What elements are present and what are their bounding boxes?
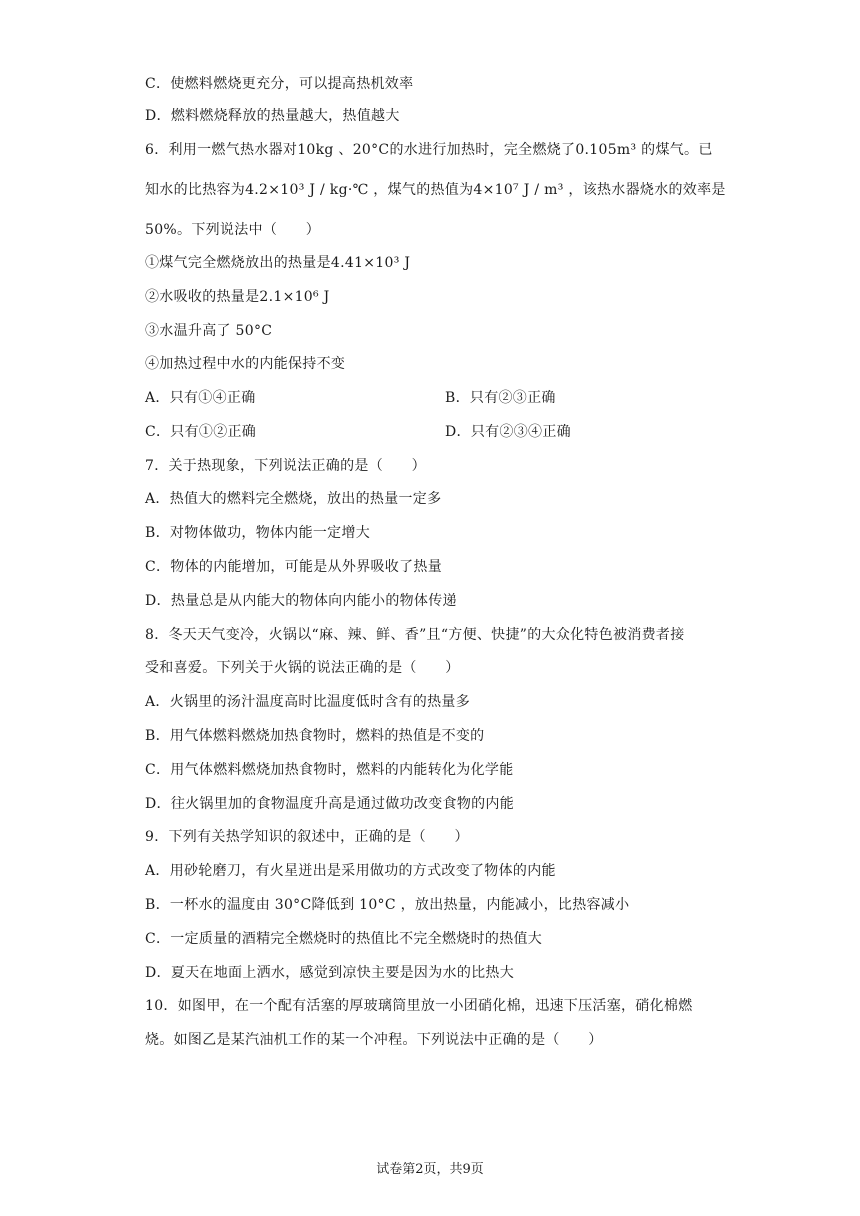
option-6b: B．只有②③正确 [445,390,556,406]
question-6-line1: 6．利用一燃气热水器对10kg 、20°C的水进行加热时，完全燃烧了0.105m³ 的煤气。已 [145,142,713,158]
option-7b: B．对物体做功，物体内能一定增大 [145,525,371,541]
question-10-line2: 烧。如图乙是某汽油机工作的某一个冲程。下列说法中正确的是（ ） [145,1032,603,1048]
option-7c: C．物体的内能增加，可能是从外界吸收了热量 [145,559,443,575]
statement-4: ④加热过程中水的内能保持不变 [145,356,346,372]
question-7: 7．关于热现象，下列说法正确的是（ ） [145,458,426,474]
option-9d: D．夏天在地面上洒水，感觉到凉快主要是因为水的比热大 [145,965,515,981]
option-7d: D．热量总是从内能大的物体向内能小的物体传递 [145,593,457,609]
option-8b: B．用气体燃料燃烧加热食物时，燃料的热值是不变的 [145,728,485,744]
option-5d: D．燃料燃烧释放的热量越大，热值越大 [145,108,400,124]
option-8d: D．往火锅里加的食物温度升高是通过做功改变食物的内能 [145,796,515,812]
option-9c: C．一定质量的酒精完全燃烧时的热值比不完全燃烧时的热值大 [145,931,543,947]
question-8-line2: 受和喜爱。下列关于火锅的说法正确的是（ ） [145,660,460,676]
question-6-line3: 50%。下列说法中（ ） [145,222,321,238]
question-8-line1: 8．冬天天气变冷，火锅以“麻、辣、鲜、香”且“方便、快捷”的大众化特色被消费者接 [145,627,685,643]
statement-3: ③水温升高了 50°C [145,323,273,339]
option-9b: B．一杯水的温度由 30°C降低到 10°C ，放出热量，内能减小，比热容减小 [145,897,630,913]
statement-2: ②水吸收的热量是2.1×10⁶ J [145,289,330,305]
option-9a: A．用砂轮磨刀，有火星迸出是采用做功的方式改变了物体的内能 [145,863,556,879]
question-9: 9．下列有关热学知识的叙述中，正确的是（ ） [145,829,469,845]
option-6c: C．只有①②正确 [145,424,257,440]
question-10-line1: 10．如图甲，在一个配有活塞的厚玻璃筒里放一小团硝化棉，迅速下压活塞，硝化棉燃 [145,998,693,1014]
option-6d: D．只有②③④正确 [445,424,571,440]
question-6-line2: 知水的比热容为4.2×10³ J / kg·℃ ，煤气的热值为4×10⁷ J / m³ ，该热水器烧水的效率是 [145,182,726,198]
option-8c: C．用气体燃料燃烧加热食物时，燃料的内能转化为化学能 [145,762,514,778]
option-5c: C．使燃料燃烧更充分，可以提高热机效率 [145,76,414,92]
option-8a: A．火锅里的汤汁温度高时比温度低时含有的热量多 [145,694,471,710]
option-7a: A．热值大的燃料完全燃烧，放出的热量一定多 [145,491,442,507]
page-footer: 试卷第2页，共9页 [376,1162,484,1177]
option-6a: A．只有①④正确 [145,390,256,406]
statement-1: ①煤气完全燃烧放出的热量是4.41×10³ J [145,255,411,271]
